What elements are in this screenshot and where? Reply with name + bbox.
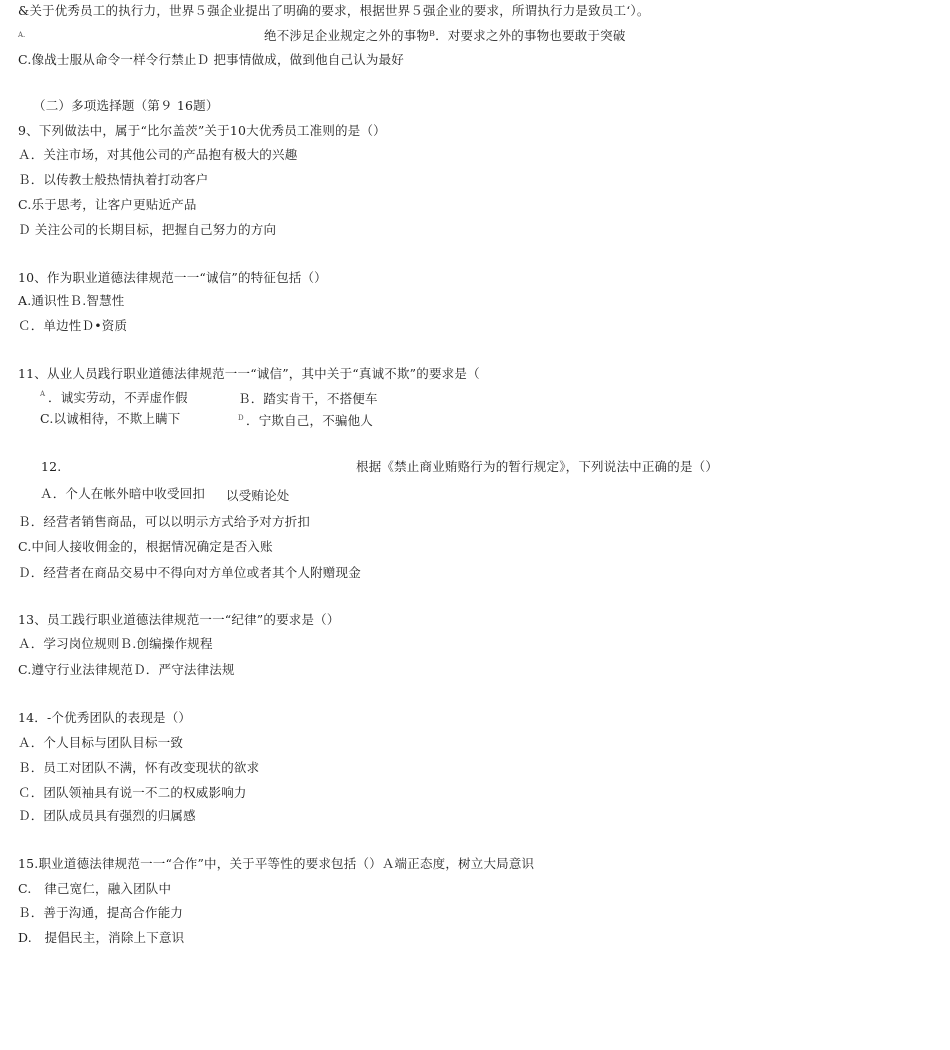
question-13-options-ab: Ａ．学习岗位规则Ｂ.创编操作规程 — [18, 636, 213, 651]
question-14-option-b: Ｂ．员工对团队不满，怀有改变现状的欲求 — [18, 760, 260, 775]
question-12-option-a: Ａ．个人在帐外暗中收受回扣 — [40, 486, 206, 501]
question-13-options-cd: C.遵守行业法律规范Ｄ．严守法律法规 — [18, 662, 235, 677]
question-11-option-d: ．宁欺自己，不骗他人 — [246, 413, 374, 428]
question-12-option-c: C.中间人接收佣金的，根据情况确定是否入账 — [18, 539, 273, 554]
question-14-option-d: Ｄ．团队成员具有强烈的归属感 — [18, 808, 196, 823]
question-12-number: 12. — [41, 459, 62, 474]
question-14-option-c: Ｃ．团队领袖具有说一不二的权威影响力 — [18, 785, 247, 800]
option-marker-a: A. — [18, 31, 26, 39]
question-14-option-a: Ａ．个人目标与团队目标一致 — [18, 735, 184, 750]
question-11-option-c: C.以诚相待，不欺上瞒下 — [40, 411, 181, 426]
question-12-stem: 根据《禁止商业贿赂行为的暂行规定》，下列说法中正确的是（） — [356, 459, 719, 474]
question-10-options-cd: Ｃ．单边性Ｄ•资质 — [18, 318, 128, 333]
question-11-option-b: Ｂ．踏实肯干，不搭便车 — [238, 391, 378, 406]
question-15-stem: 15.职业道德法律规范一一“合作”中，关于平等性的要求包括（）Ａ端正态度，树立大局意识 — [18, 856, 535, 871]
question-11-option-a: ．诚实劳动，不弄虚作假 — [48, 390, 188, 405]
question-12-option-d: Ｄ．经营者在商品交易中不得向对方单位或者其个人附赠现金 — [18, 565, 361, 580]
question-9-option-a: Ａ．关注市场，对其他公司的产品抱有极大的兴趣 — [18, 147, 298, 162]
question-15-option-d: D. 提倡民主，消除上下意识 — [18, 930, 185, 945]
question-9-option-d: Ｄ 关注公司的长期目标，把握自己努力的方向 — [18, 222, 277, 237]
question-15-option-b: Ｂ．善于沟通，提高合作能力 — [18, 905, 184, 920]
question-10-options-ab: A.通识性Ｂ.智慧性 — [18, 293, 125, 308]
question-9-option-b: Ｂ．以传教士般热情执着打动客户 — [18, 172, 209, 187]
question-10-stem: 10、作为职业道德法律规范一一“诚信”的特征包括（） — [18, 270, 327, 285]
question-14-stem: 14．-个优秀团队的表现是（） — [18, 710, 192, 725]
option-marker-d-small: D — [238, 414, 244, 422]
section-heading-multiple-choice: （二）多项选择题（第９ 16题） — [33, 98, 219, 113]
question-12-option-a-continued: 以受贿论处 — [226, 488, 290, 503]
question-8-options-cd: C.像战士服从命令一样令行禁止Ｄ 把事情做成，做到他自己认为最好 — [18, 52, 404, 67]
question-9-stem: 9、下列做法中，属于“比尔盖茨”关于10大优秀员工准则的是（） — [18, 123, 386, 138]
question-11-stem: 11、从业人员践行职业道德法律规范一一“诚信”，其中关于“真诚不欺”的要求是（ — [18, 366, 480, 381]
question-9-option-c: C.乐于思考，让客户更贴近产品 — [18, 197, 197, 212]
question-8-stem: &关于优秀员工的执行力，世界５强企业提出了明确的要求，根据世界５强企业的要求，所谓执行力是致员工‘）。 — [18, 3, 650, 18]
question-12-option-b: Ｂ．经营者销售商品，可以以明示方式给予对方折扣 — [18, 514, 311, 529]
question-13-stem: 13、员工践行职业道德法律规范一一“纪律”的要求是（） — [18, 612, 340, 627]
option-marker-a-small: A — [40, 390, 46, 398]
question-8-option-b-line: 绝不涉足企业规定之外的事物ᴮ．对要求之外的事物也要敢于突破 — [264, 28, 626, 43]
question-15-option-c: C. 律己宽仁，融入团队中 — [18, 881, 172, 896]
